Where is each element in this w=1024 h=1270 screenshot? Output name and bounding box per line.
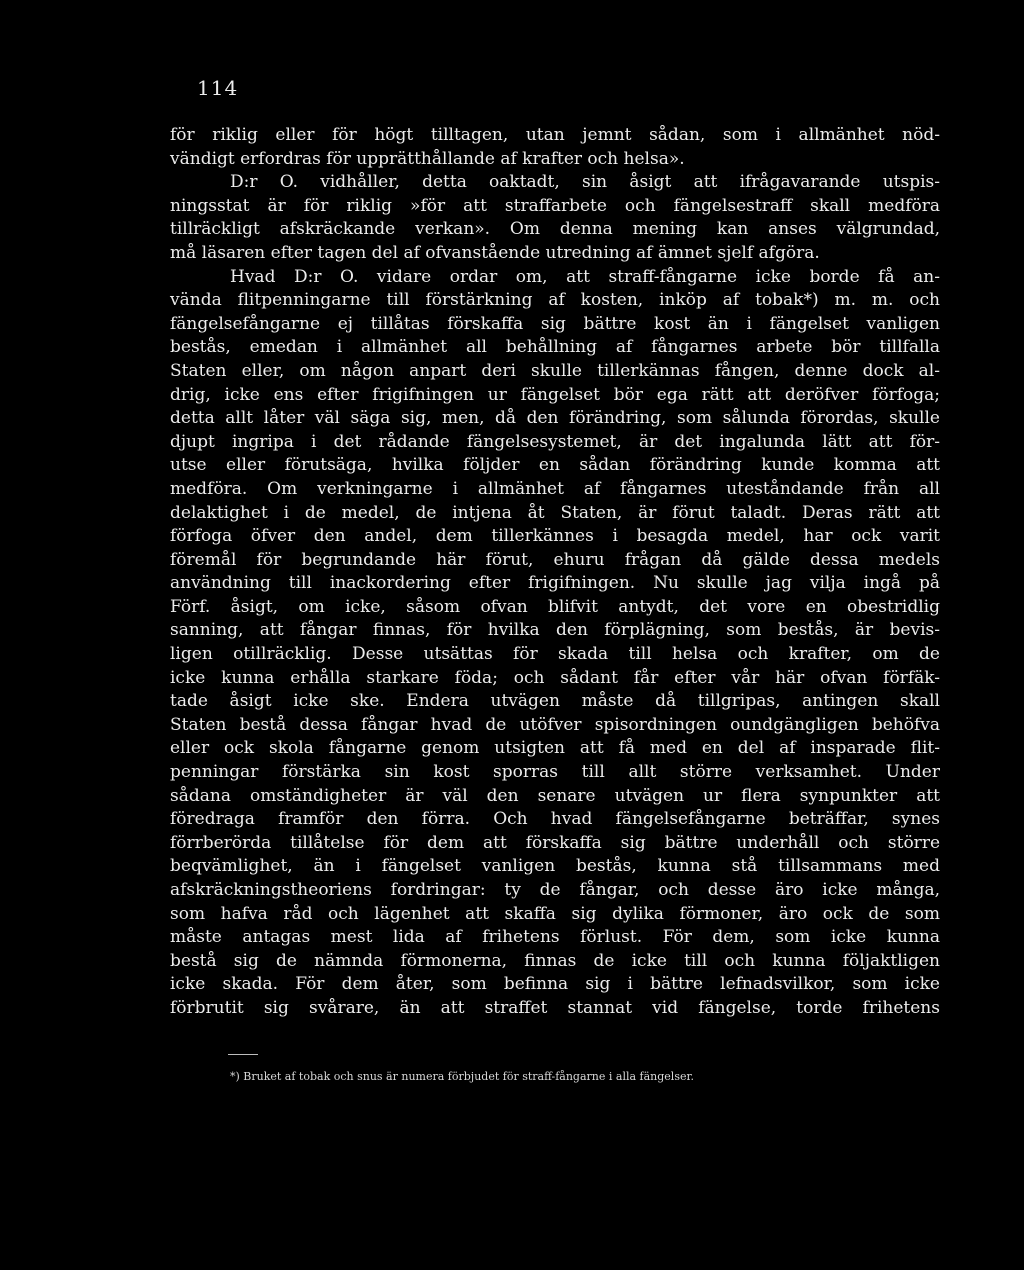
text-line: beqvämlighet, än i fängelset vanligen bestås, kunna stå tillsammans med [170,856,940,877]
text-line: delaktighet i de medel, de intjena åt Staten, är förut taladt. Deras rätt att [170,502,940,523]
text-line: eller ock skola fångarne genom utsigten att få med en del af insparade flit- [170,738,940,759]
text-line: måste antagas mest lida af frihetens förlust. För dem, som icke kunna [170,927,940,948]
text-line: drig, icke ens efter frigifningen ur fängelset bör ega rätt att deröfver förfoga; [170,384,940,405]
text-line: sanning, att fångar finnas, för hvilka den förplägning, som bestås, är bevis- [170,620,940,641]
text-line: föremål för begrundande här förut, ehuru frågan då gälde dessa medels [170,549,940,570]
text-line: penningar förstärka sin kost sporras till allt större verksamhet. Under [170,762,940,783]
text-line: vändigt erfordras för upprätthållande af krafter och helsa». [170,148,685,169]
text-line: Hvad D:r O. vidare ordar om, att straff-fångarne icke borde få an- [230,266,940,287]
text-line: ningsstat är för riklig »för att straffarbete och fängelsestraff skall medföra [170,195,940,216]
text-line: för riklig eller för högt tilltagen, utan jemnt sådan, som i allmänhet nöd- [170,125,940,145]
text-line: fängelsefångarne ej tillåtas förskaffa sig bättre kost än i fängelset vanligen [170,313,940,334]
text-line: afskräckningstheoriens fordringar: ty de fångar, och desse äro icke många, [170,880,940,900]
text-line: Staten eller, om någon anpart deri skulle tillerkännas fången, denne dock al- [170,360,940,381]
text-line: användning till inackordering efter frigifningen. Nu skulle jag vilja ingå på [170,573,940,594]
text-line: D:r O. vidhåller, detta oaktadt, sin åsigt att ifrågavarande utspis- [230,172,940,193]
text-line: icke kunna erhålla starkare föda; och sådant får efter vår här ofvan förfäk- [170,667,940,688]
text-line: Staten bestå dessa fångar hvad de utöfver spisordningen oundgängligen behöfva [170,714,940,735]
text-line: utse eller förutsäga, hvilka följder en sådan förändring kunde komma att [170,455,940,476]
footnote: *) Bruket af tobak och snus är numera förbjudet för straff-fångarne i alla fängelser. [230,1070,695,1083]
text-line: tillräckligt afskräckande verkan». Om denna mening kan anses välgrundad, [170,219,940,240]
text-line: förrberörda tillåtelse för dem att förskaffa sig bättre underhåll och större [170,832,940,853]
text-line: förfoga öfver den andel, dem tillerkännes i besagda medel, har ock varit [170,526,940,547]
text-line: djupt ingripa i det rådande fängelsesystemet, är det ingalunda lätt att för- [170,431,940,452]
text-line: Förf. åsigt, om icke, såsom ofvan blifvit antydt, det vore en obestridlig [170,596,940,617]
text-line: medföra. Om verkningarne i allmänhet af fångarnes uteståndande från all [170,478,940,499]
body-text [170,124,940,1021]
footnote-divider [228,1054,258,1055]
text-line: icke skada. För dem åter, som befinna sig i bättre lefnadsvilkor, som icke [170,974,940,995]
text-line: som hafva råd och lägenhet att skaffa sig dylika förmoner, äro ock de som [170,903,940,924]
text-line: förbrutit sig svårare, än att straffet stannat vid fängelse, torde frihetens [170,997,940,1018]
text-line: detta allt låter väl säga sig, men, då den förändring, som sålunda förordas, skulle [170,408,940,429]
text-line: vända flitpenningarne till förstärkning af kosten, inköp af tobak*) m. m. och [170,290,940,311]
text-line: sådana omständigheter är väl den senare utvägen ur flera synpunkter att [170,785,940,806]
text-line: bestås, emedan i allmänhet all behållning af fångarnes arbete bör tillfalla [170,337,940,358]
text-line: bestå sig de nämnda förmonerna, finnas de icke till och kunna följaktligen [170,950,940,971]
text-line: föredraga framför den förra. Och hvad fängelsefångarne beträffar, synes [170,809,940,830]
page-number: 114 [197,76,239,100]
text-line: må läsaren efter tagen del af ofvanstående utredning af ämnet sjelf afgöra. [170,242,820,263]
text-line: tade åsigt icke ske. Endera utvägen måste då tillgripas, antingen skall [170,691,940,712]
text-line: ligen otillräcklig. Desse utsättas för skada till helsa och krafter, om de [170,644,940,665]
